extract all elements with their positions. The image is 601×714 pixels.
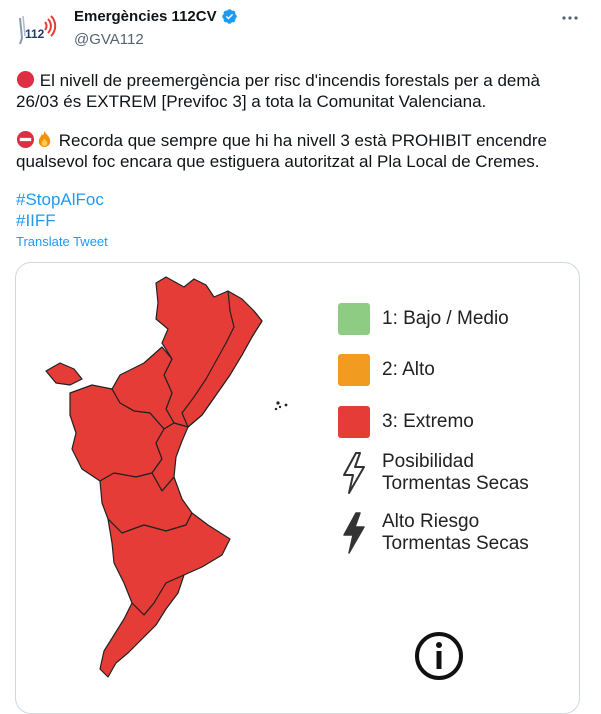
- hashtag-list: [16, 190, 104, 231]
- legend-label-2: 2: Alto: [382, 359, 435, 380]
- island-dot: [276, 401, 279, 404]
- storm-possible-line2: Tormentas Secas: [382, 473, 529, 494]
- legend-storm-high: [340, 511, 529, 555]
- translate-tweet-link[interactable]: Translate Tweet: [16, 234, 108, 249]
- storm-high-line2: Tormentas Secas: [382, 533, 529, 554]
- legend-storm-possible: [340, 451, 529, 495]
- legend-item-2: [338, 354, 435, 386]
- no-entry-icon: [16, 130, 35, 149]
- legend-label-3: 3: Extremo: [382, 411, 474, 432]
- tweet-paragraph-2: [16, 130, 586, 172]
- more-options-icon[interactable]: [560, 9, 580, 27]
- author-handle[interactable]: @GVA112: [74, 31, 144, 48]
- island-dot: [275, 408, 277, 410]
- tweet-paragraph-1-text: El nivell de preemergència per risc d'incendis forestals per a demà 26/03 és EXTREM [Previfoc 3] a tota la Comunitat Valenciana.: [16, 71, 541, 111]
- legend-swatch-green: [338, 303, 370, 335]
- lightning-solid-icon: [340, 511, 368, 555]
- island-dot: [285, 404, 288, 407]
- red-circle-icon: [16, 70, 35, 89]
- tweet-paragraph-2-text: Recorda que sempre que hi ha nivell 3 està PROHIBIT encendre qualsevol foc encara que estiguera autoritzat al Pla Local de Cremes.: [16, 131, 547, 171]
- author-name[interactable]: Emergències 112CV: [74, 8, 217, 25]
- storm-possible-line1: Posibilidad: [382, 451, 474, 472]
- verified-badge-icon[interactable]: [221, 8, 238, 25]
- avatar[interactable]: [12, 8, 58, 54]
- storm-high-line1: Alto Riesgo: [382, 511, 480, 532]
- valencia-risk-map: [16, 263, 296, 713]
- gva112-logo: [12, 8, 58, 54]
- hashtag-link[interactable]: #IIFF: [16, 210, 56, 230]
- tweet-paragraph-1: [16, 70, 586, 112]
- legend-swatch-orange: [338, 354, 370, 386]
- legend-label-1: 1: Bajo / Medio: [382, 308, 509, 329]
- hashtag-link[interactable]: #StopAlFoc: [16, 190, 104, 209]
- legend-swatch-red: [338, 406, 370, 438]
- lightning-outline-icon: [340, 451, 368, 495]
- info-circle-icon: [414, 631, 464, 681]
- island-dot: [279, 406, 281, 408]
- legend-item-3: [338, 406, 474, 438]
- map-region: [46, 363, 82, 385]
- avatar-text: 112: [25, 27, 45, 41]
- media-image-card[interactable]: [15, 262, 580, 714]
- legend-item-1: [338, 303, 509, 335]
- fire-icon: [35, 130, 54, 149]
